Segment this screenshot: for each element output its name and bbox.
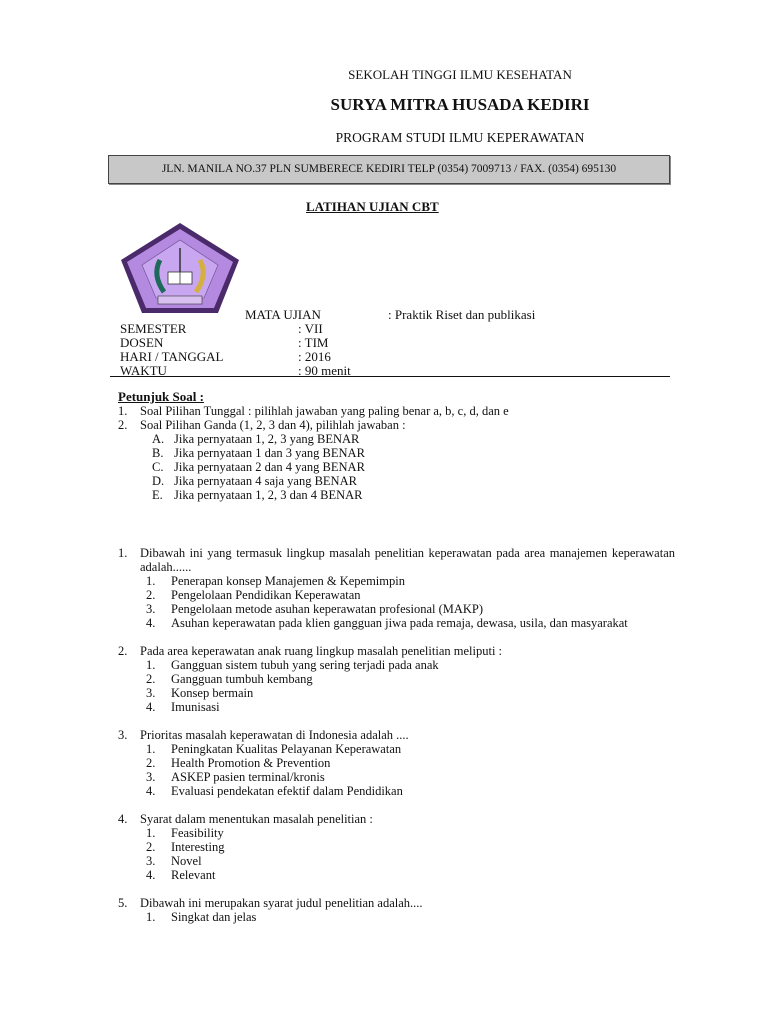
answer-option	[146, 742, 675, 756]
option-text: Singkat dan jelas	[171, 910, 257, 924]
instruction-item	[118, 404, 509, 418]
answer-option	[146, 574, 675, 588]
item-text: Soal Pilihan Tunggal : pilihlah jawaban yang paling benar a, b, c, d, dan e	[140, 404, 509, 418]
option-number: 3.	[146, 770, 156, 784]
answer-option	[146, 770, 675, 784]
answer-option	[146, 700, 675, 714]
option-text: Jika pernyataan 2 dan 4 yang BENAR	[174, 460, 365, 474]
question-number: 4.	[118, 812, 128, 826]
exam-title: LATIHAN UJIAN CBT	[306, 199, 439, 214]
option-text: Gangguan tumbuh kembang	[171, 672, 313, 686]
option-number: 1.	[146, 826, 156, 840]
option-text: Evaluasi pendekatan efektif dalam Pendidikan	[171, 784, 403, 798]
option-letter: A.	[152, 432, 165, 446]
question-text: Dibawah ini yang termasuk lingkup masalah penelitian keperawatan pada area manajemen keperawatan adalah......	[140, 546, 675, 574]
answer-option	[146, 840, 675, 854]
address-box: JLN. MANILA NO.37 PLN SUMBERECE KEDIRI TELP (0354) 7009713 / FAX. (0354) 695130	[108, 155, 670, 184]
instruction-option	[152, 474, 509, 488]
info-value-semester: : VII	[298, 321, 323, 336]
option-number: 1.	[146, 742, 156, 756]
option-number: 1.	[146, 658, 156, 672]
question	[118, 546, 675, 630]
info-value-tanggal: : 2016	[298, 349, 331, 364]
school-logo-icon	[118, 220, 242, 316]
option-number: 1.	[146, 574, 156, 588]
instructions	[118, 390, 509, 502]
info-label-tanggal: HARI / TANGGAL	[120, 349, 224, 364]
option-number: 2.	[146, 588, 156, 602]
option-number: 1.	[146, 910, 156, 924]
info-value-dosen: : TIM	[298, 335, 329, 350]
answer-option	[146, 602, 675, 616]
option-number: 4.	[146, 700, 156, 714]
instruction-option	[152, 446, 509, 460]
info-value-mata-ujian: : Praktik Riset dan publikasi	[388, 307, 536, 322]
question-number: 3.	[118, 728, 128, 742]
question-number: 2.	[118, 644, 128, 658]
option-text: Feasibility	[171, 826, 224, 840]
option-letter: B.	[152, 446, 164, 460]
option-text: ASKEP pasien terminal/kronis	[171, 770, 325, 784]
questions-list	[118, 546, 675, 938]
option-number: 3.	[146, 602, 156, 616]
option-text: Jika pernyataan 1 dan 3 yang BENAR	[174, 446, 365, 460]
answer-option	[146, 826, 675, 840]
option-text: Pengelolaan Pendidikan Keperawatan	[171, 588, 361, 602]
question	[118, 644, 675, 714]
answer-option	[146, 616, 675, 630]
item-number: 1.	[118, 404, 128, 418]
question-text: Dibawah ini merupakan syarat judul penelitian adalah....	[140, 896, 423, 910]
option-text: Jika pernyataan 1, 2, 3 yang BENAR	[174, 432, 360, 446]
divider	[110, 376, 670, 377]
option-text: Penerapan konsep Manajemen & Kepemimpin	[171, 574, 405, 588]
info-label-dosen: DOSEN	[120, 335, 164, 350]
option-text: Asuhan keperawatan pada klien gangguan jiwa pada remaja, dewasa, usila, dan masyarakat	[171, 616, 628, 630]
option-number: 2.	[146, 672, 156, 686]
answer-option	[146, 854, 675, 868]
question-stem	[118, 812, 675, 826]
option-text: Konsep bermain	[171, 686, 254, 700]
answer-option	[146, 910, 675, 924]
question-stem	[118, 546, 675, 574]
question-stem	[118, 644, 675, 658]
question	[118, 728, 675, 798]
option-text: Jika pernyataan 1, 2, 3 dan 4 BENAR	[174, 488, 363, 502]
option-text: Jika pernyataan 4 saja yang BENAR	[174, 474, 357, 488]
option-number: 3.	[146, 854, 156, 868]
option-letter: E.	[152, 488, 163, 502]
question-text: Pada area keperawatan anak ruang lingkup masalah penelitian meliputi :	[140, 644, 503, 658]
answer-option	[146, 784, 675, 798]
answer-option	[146, 588, 675, 602]
option-letter: D.	[152, 474, 165, 488]
question-options	[118, 658, 675, 714]
option-text: Health Promotion & Prevention	[171, 756, 331, 770]
option-text: Novel	[171, 854, 202, 868]
item-number: 2.	[118, 418, 128, 432]
info-label-mata-ujian: MATA UJIAN	[245, 307, 321, 322]
answer-option	[146, 672, 675, 686]
question-text: Syarat dalam menentukan masalah penelitian :	[140, 812, 373, 826]
instruction-item	[118, 418, 509, 432]
instruction-options	[118, 432, 509, 502]
option-text: Interesting	[171, 840, 225, 854]
option-text: Pengelolaan metode asuhan keperawatan profesional (MAKP)	[171, 602, 484, 616]
answer-option	[146, 868, 675, 882]
option-letter: C.	[152, 460, 164, 474]
question-options	[118, 826, 675, 882]
instructions-title: Petunjuk Soal :	[118, 389, 204, 404]
answer-option	[146, 658, 675, 672]
instruction-option	[152, 432, 509, 446]
instruction-option	[152, 460, 509, 474]
answer-option	[146, 756, 675, 770]
option-number: 2.	[146, 756, 156, 770]
option-number: 4.	[146, 868, 156, 882]
question-options	[118, 910, 675, 924]
option-number: 2.	[146, 840, 156, 854]
option-number: 3.	[146, 686, 156, 700]
option-text: Imunisasi	[171, 700, 220, 714]
question-stem	[118, 728, 675, 742]
question-stem	[118, 896, 675, 910]
instruction-option	[152, 488, 509, 502]
info-label-semester: SEMESTER	[120, 321, 187, 336]
question-text: Prioritas masalah keperawatan di Indonesia adalah ....	[140, 728, 409, 742]
option-text: Relevant	[171, 868, 216, 882]
option-text: Gangguan sistem tubuh yang sering terjadi pada anak	[171, 658, 439, 672]
item-text: Soal Pilihan Ganda (1, 2, 3 dan 4), pilihlah jawaban :	[140, 418, 406, 432]
question-options	[118, 574, 675, 630]
answer-option	[146, 686, 675, 700]
option-number: 4.	[146, 784, 156, 798]
option-text: Peningkatan Kualitas Pelayanan Keperawatan	[171, 742, 402, 756]
question-number: 5.	[118, 896, 128, 910]
question-number: 1.	[118, 546, 128, 560]
program-heading: PROGRAM STUDI ILMU KEPERAWATAN	[335, 130, 585, 145]
info-label-waktu: WAKTU	[120, 363, 167, 378]
question-options	[118, 742, 675, 798]
question	[118, 896, 675, 924]
institution-heading: SEKOLAH TINGGI ILMU KESEHATAN	[348, 67, 572, 82]
option-number: 4.	[146, 616, 156, 630]
institution-name: SURYA MITRA HUSADA KEDIRI	[330, 95, 590, 114]
question	[118, 812, 675, 882]
info-value-waktu: : 90 menit	[298, 363, 351, 378]
